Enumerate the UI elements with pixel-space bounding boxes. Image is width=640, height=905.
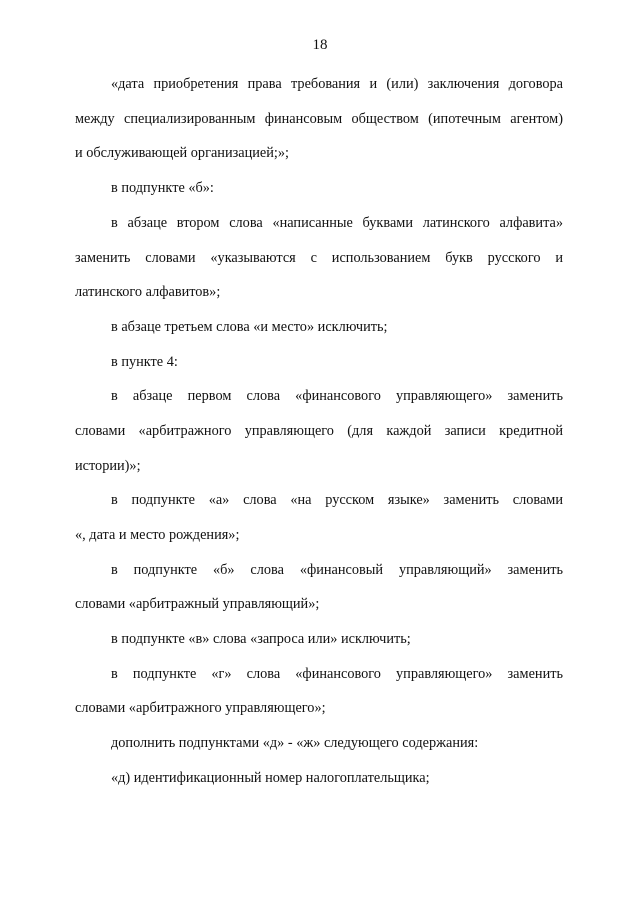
text-line: словами «арбитражного управляющего»;: [75, 700, 326, 716]
text-line: в подпункте «б» слова «финансовый управляющий» заменить: [111, 562, 563, 578]
text-line: в абзаце первом слова «финансового управляющего» заменить: [111, 388, 563, 404]
text-line: в подпункте «г» слова «финансового управляющего» заменить: [111, 666, 563, 682]
text-line: дополнить подпунктами «д» - «ж» следующего содержания:: [111, 735, 479, 751]
text-line: «д) идентификационный номер налогоплательщика;: [111, 770, 430, 786]
text-line: в абзаце третьем слова «и место» исключить;: [111, 319, 388, 335]
text-line: между специализированным финансовым обществом (ипотечным агентом): [75, 111, 563, 127]
text-line: в подпункте «в» слова «запроса или» исключить;: [111, 631, 411, 647]
text-line: «дата приобретения права требования и (или) заключения договора: [111, 76, 563, 92]
text-line: в подпункте «б»:: [111, 180, 214, 196]
text-line: в абзаце втором слова «написанные буквами латинского алфавита»: [111, 215, 563, 231]
text-line: словами «арбитражного управляющего (для каждой записи кредитной: [75, 423, 563, 439]
text-line: словами «арбитражный управляющий»;: [75, 596, 320, 612]
text-line: заменить словами «указываются с использованием букв русского и: [75, 250, 563, 266]
text-line: «, дата и место рождения»;: [75, 527, 240, 543]
text-line: в пункте 4:: [111, 354, 178, 370]
text-line: латинского алфавитов»;: [75, 284, 221, 300]
text-line: и обслуживающей организацией;»;: [75, 145, 289, 161]
page-number: 18: [312, 37, 328, 53]
text-line: истории)»;: [75, 458, 141, 474]
text-line: в подпункте «а» слова «на русском языке» заменить словами: [111, 492, 563, 508]
